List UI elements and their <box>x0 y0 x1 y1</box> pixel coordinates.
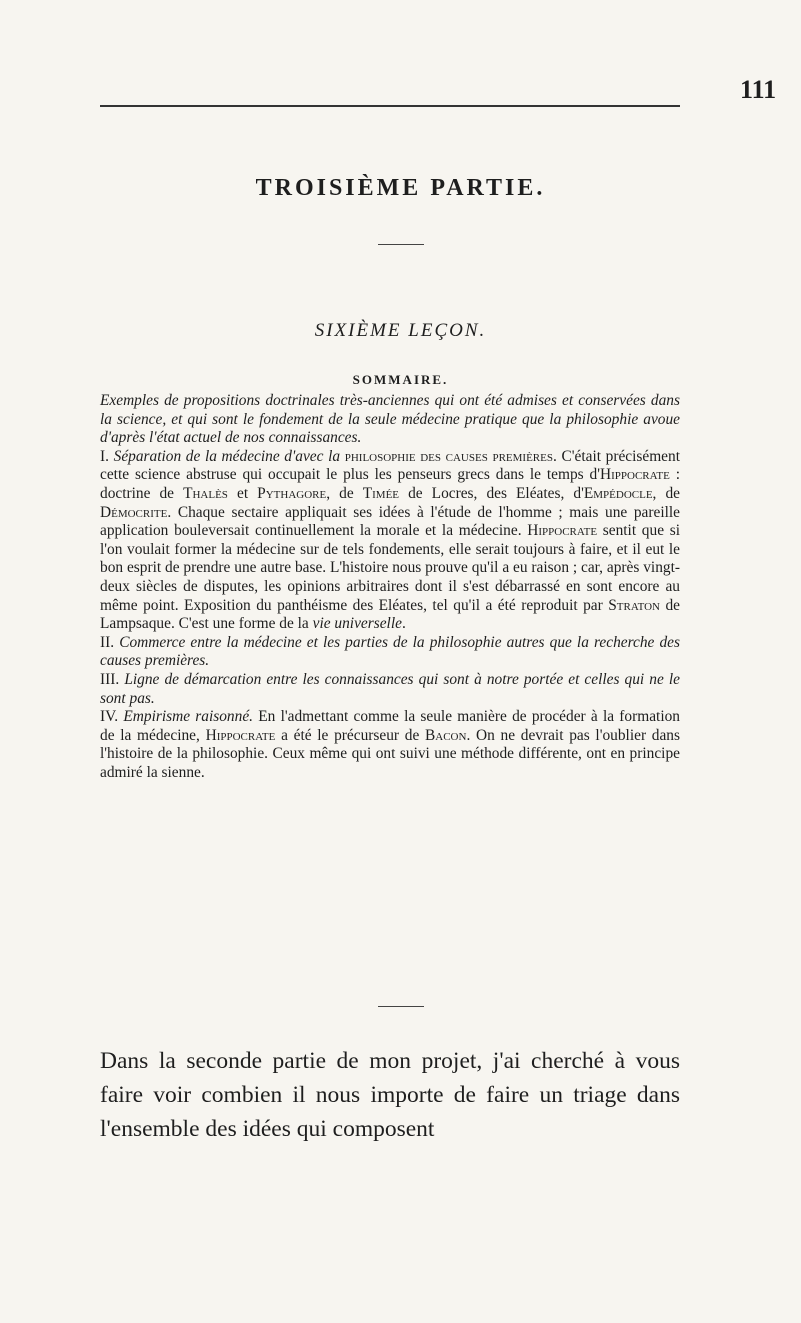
summary-item-3 <box>100 671 680 708</box>
separator-rule <box>378 244 424 245</box>
item-number: I. <box>100 447 109 465</box>
person-name: Pythagore <box>257 484 327 502</box>
body-paragraph: Dans la seconde partie de mon projet, j'ai cherché à vous faire voir combien il nous importe de faire un triage dans l'ensemble des idées qui composent <box>100 1048 680 1142</box>
item-title: Séparation de la médecine d'avec la <box>113 447 341 465</box>
lesson-title: SIXIÈME LEÇON. <box>314 320 487 341</box>
item-text: : doctrine de <box>100 466 680 502</box>
item-number: III. <box>100 670 120 688</box>
person-name: Thalès <box>183 484 228 502</box>
separator-rule <box>378 1006 424 1007</box>
summary-intro: Exemples de propositions doctrinales très-anciennes qui ont été admises et conservées dans la science, et qui sont le fondement de la seule médecine pratique que la philosophie avoue d'après l'état actuel de nos connaissances. <box>100 392 680 447</box>
item-text: . On ne devrait pas l'oublier dans l'histoire de la philosophie. Ceux même qui ont suivi une méthode différente, ont en principe admiré la sienne. <box>100 726 680 781</box>
item-text: et <box>227 484 258 502</box>
person-name: Hippocrate <box>205 726 276 744</box>
item-number: II. <box>100 633 115 651</box>
person-name: Hippocrate <box>600 466 670 484</box>
item-text: En l'admettant comme la seule manière de procéder à la formation de la médecine, <box>100 708 680 744</box>
summary-item-2 <box>100 634 680 671</box>
person-name: Empédocle <box>583 484 653 502</box>
header-rule <box>100 105 680 107</box>
item-title: Empirisme raisonné. <box>123 708 253 726</box>
person-name: Démocrite <box>100 503 168 521</box>
item-text: . Chaque sectaire appliquait ses idées à l'étude de l'homme ; mais une pareille application bouleversait continuellement la morale et la médecine. <box>100 503 680 540</box>
item-number: IV. <box>100 708 119 726</box>
item-text: . <box>401 615 406 633</box>
part-title: TROISIÈME PARTIE. <box>255 175 546 201</box>
item-text: C'était précisément cette science abstruse qui occupait le plus les penseurs grecs dans le temps d' <box>100 447 680 484</box>
item-text: a été le précurseur de <box>275 726 425 744</box>
person-name: Hippocrate <box>527 522 598 540</box>
person-name: Straton <box>608 596 660 614</box>
item-text: Commerce entre la médecine et les parties de la philosophie autres que la recherche des causes premières. <box>100 633 680 670</box>
person-name: Timée <box>362 484 400 502</box>
item-text: de Lampsaque. C'est une forme de la <box>100 596 680 633</box>
item-emphasis: vie universelle <box>312 615 402 633</box>
item-text: Ligne de démarcation entre les connaissances qui sont à notre portée et celles qui ne le sont pas. <box>100 670 680 707</box>
page-number: 111 <box>740 75 777 104</box>
body-text <box>100 1044 680 1146</box>
item-text: , de <box>326 484 363 502</box>
item-text: , de <box>652 484 680 502</box>
person-name: Bacon <box>425 726 467 744</box>
summary-item-4 <box>100 708 680 782</box>
item-text: sentit que si l'on voulait former la médecine sur de tels fondements, elle serait toujours à faire, et il eut le bon esprit de prendre une autre base. L'histoire nous prouve qu'il a eu raison ; car, après vingt-deux siècles de disputes, les opinions arbitraires dont il s'est débarrassé en sont encore au même point. Exposition du panthéisme des Eléates, tel qu'il a été reproduit par <box>100 522 680 614</box>
summary-item-1 <box>100 448 680 634</box>
item-caps: philosophie des causes premières. <box>344 447 557 465</box>
summary-heading: SOMMAIRE. <box>352 372 449 387</box>
summary-block <box>100 392 680 782</box>
item-text: de Locres, des Eléates, d' <box>399 484 584 502</box>
